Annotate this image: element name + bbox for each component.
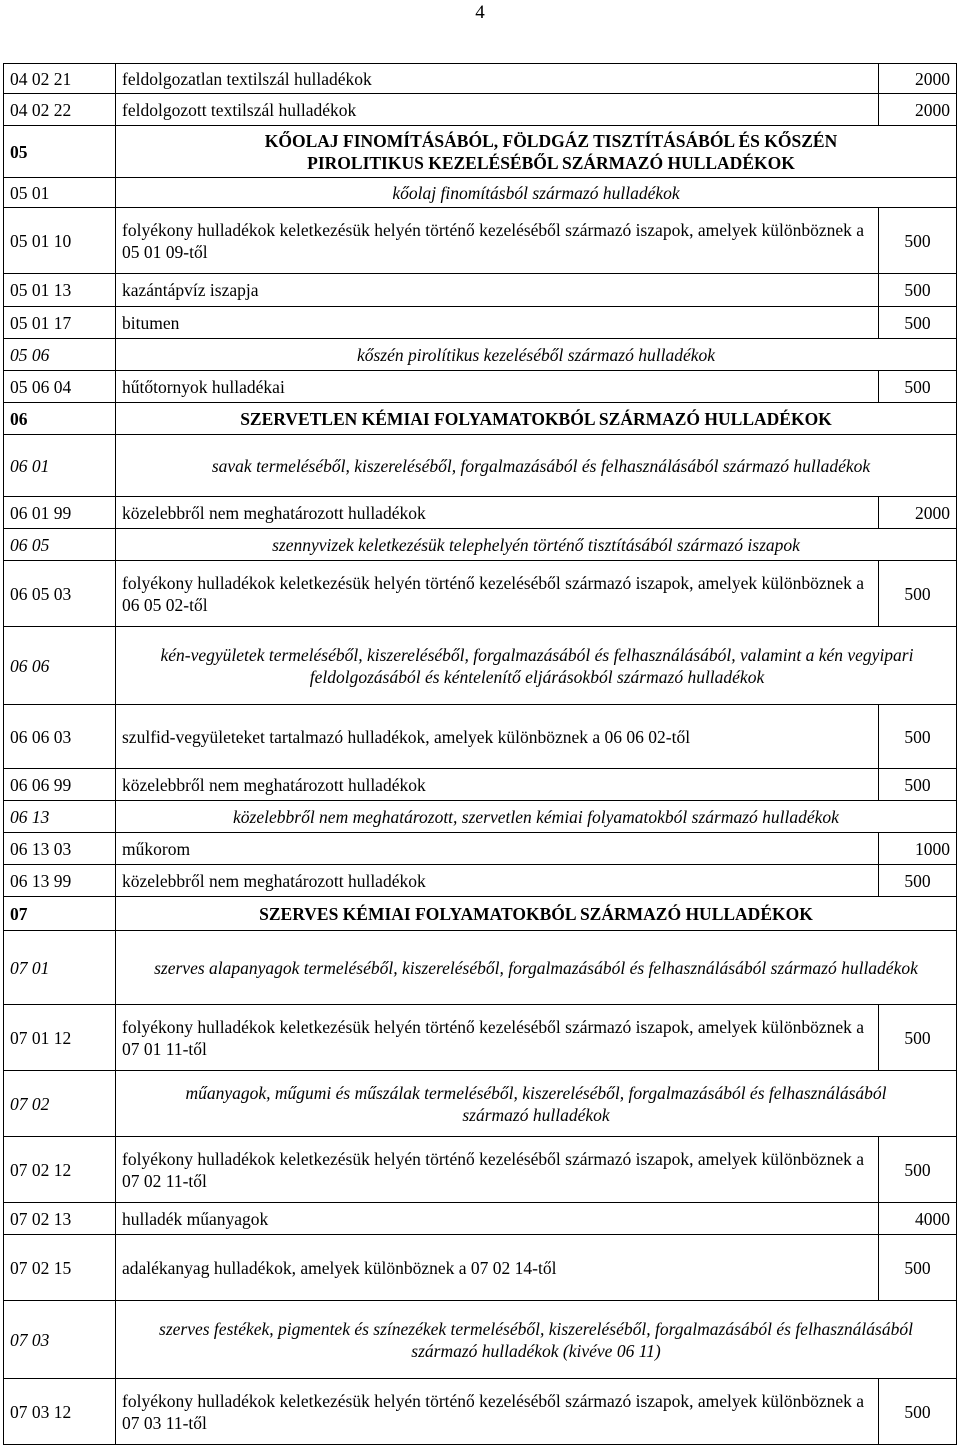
waste-description: hulladék műanyagok: [116, 1203, 879, 1235]
waste-amount: 2000: [879, 94, 957, 126]
waste-description: folyékony hulladékok keletkezésük helyén történő kezeléséből származó iszapok, amelyek különböznek a 06 05 02-től: [116, 561, 879, 627]
waste-amount: 4000: [879, 1203, 957, 1235]
waste-description: folyékony hulladékok keletkezésük helyén történő kezeléséből származó iszapok, amelyek különböznek a 07 03 11-től: [116, 1379, 879, 1445]
waste-sub-code: 06 06: [4, 627, 116, 705]
page-number: 4: [475, 2, 485, 23]
waste-code: 06 06 03: [4, 705, 116, 769]
waste-description: szulfid-vegyületeket tartalmazó hulladékok, amelyek különböznek a 06 06 02-től: [116, 705, 879, 769]
table-row: [4, 274, 957, 307]
table-row: [4, 497, 957, 529]
waste-main-heading: KŐOLAJ FINOMÍTÁSÁBÓL, FÖLDGÁZ TISZTÍTÁSÁBÓL ÉS KŐSZÉN PIROLITIKUS KEZELÉSÉBŐL SZÁRMAZÓ HULLADÉKOK: [116, 126, 957, 178]
waste-amount: 500: [879, 1235, 957, 1301]
table-row: [4, 64, 957, 94]
table-row: [4, 833, 957, 865]
table-row: [4, 94, 957, 126]
table-row: [4, 435, 957, 497]
waste-amount: 500: [879, 769, 957, 801]
table-row: [4, 529, 957, 561]
table-row: [4, 178, 957, 208]
waste-description: feldolgozott textilszál hulladékok: [116, 94, 879, 126]
waste-description: műkorom: [116, 833, 879, 865]
waste-amount: 2000: [879, 64, 957, 94]
waste-amount: 500: [879, 208, 957, 274]
waste-amount: 500: [879, 1379, 957, 1445]
table-row: [4, 1301, 957, 1379]
waste-code: 05 06 04: [4, 371, 116, 403]
waste-description: bitumen: [116, 307, 879, 339]
table-row: [4, 1071, 957, 1137]
table-row: [4, 931, 957, 1005]
waste-main-code: 05: [4, 126, 116, 178]
waste-code: 05 01 10: [4, 208, 116, 274]
waste-sub-heading: kőszén pirolítikus kezeléséből származó hulladékok: [116, 339, 957, 371]
waste-description: hűtőtornyok hulladékai: [116, 371, 879, 403]
waste-code: 06 01 99: [4, 497, 116, 529]
waste-description: feldolgozatlan textilszál hulladékok: [116, 64, 879, 94]
table-row: [4, 897, 957, 931]
waste-code: 05 01 17: [4, 307, 116, 339]
waste-sub-heading: szerves alapanyagok termeléséből, kiszereléséből, forgalmazásából és felhasználásából származó hulladékok: [116, 931, 957, 1005]
waste-description: adalékanyag hulladékok, amelyek különböznek a 07 02 14-től: [116, 1235, 879, 1301]
waste-description: folyékony hulladékok keletkezésük helyén történő kezeléséből származó iszapok, amelyek különböznek a 05 01 09-től: [116, 208, 879, 274]
waste-amount: 500: [879, 307, 957, 339]
waste-code: 05 01 13: [4, 274, 116, 307]
waste-sub-code: 05 06: [4, 339, 116, 371]
table-row: [4, 403, 957, 435]
waste-main-heading: SZERVES KÉMIAI FOLYAMATOKBÓL SZÁRMAZÓ HULLADÉKOK: [116, 897, 957, 931]
waste-description: közelebbről nem meghatározott hulladékok: [116, 769, 879, 801]
waste-code: 07 02 15: [4, 1235, 116, 1301]
waste-amount: 500: [879, 1137, 957, 1203]
waste-code: 06 13 03: [4, 833, 116, 865]
waste-amount: 500: [879, 1005, 957, 1071]
waste-description: folyékony hulladékok keletkezésük helyén történő kezeléséből származó iszapok, amelyek különböznek a 07 02 11-től: [116, 1137, 879, 1203]
waste-sub-heading: savak termeléséből, kiszereléséből, forgalmazásából és felhasználásából származó hulladékok: [116, 435, 957, 497]
waste-sub-code: 07 02: [4, 1071, 116, 1137]
table-row: [4, 371, 957, 403]
table-row: [4, 126, 957, 178]
table-row: [4, 307, 957, 339]
table-row: [4, 627, 957, 705]
table-row: [4, 1137, 957, 1203]
waste-sub-heading: műanyagok, műgumi és műszálak termeléséből, kiszereléséből, forgalmazásából és felhasználásából származó hulladékok: [116, 1071, 957, 1137]
waste-code: 07 02 12: [4, 1137, 116, 1203]
waste-main-code: 07: [4, 897, 116, 931]
table-row: [4, 1005, 957, 1071]
waste-main-code: 06: [4, 403, 116, 435]
table-row: [4, 208, 957, 274]
waste-main-heading: SZERVETLEN KÉMIAI FOLYAMATOKBÓL SZÁRMAZÓ HULLADÉKOK: [116, 403, 957, 435]
waste-sub-heading: kőolaj finomításból származó hulladékok: [116, 178, 957, 208]
table-row: [4, 1203, 957, 1235]
waste-code-table: [3, 63, 957, 1445]
table-row: [4, 561, 957, 627]
waste-amount: 500: [879, 705, 957, 769]
waste-amount: 1000: [879, 833, 957, 865]
waste-code: 04 02 22: [4, 94, 116, 126]
waste-code: 07 01 12: [4, 1005, 116, 1071]
waste-sub-code: 07 03: [4, 1301, 116, 1379]
waste-code: 07 03 12: [4, 1379, 116, 1445]
waste-amount: 2000: [879, 497, 957, 529]
waste-sub-code: 06 01: [4, 435, 116, 497]
waste-sub-heading: közelebbről nem meghatározott, szervetlen kémiai folyamatokból származó hulladékok: [116, 801, 957, 833]
table-row: [4, 705, 957, 769]
waste-sub-code: 06 05: [4, 529, 116, 561]
waste-code: 04 02 21: [4, 64, 116, 94]
waste-description: folyékony hulladékok keletkezésük helyén történő kezeléséből származó iszapok, amelyek különböznek a 07 01 11-től: [116, 1005, 879, 1071]
waste-amount: 500: [879, 274, 957, 307]
table-row: [4, 801, 957, 833]
waste-description: kazántápvíz iszapja: [116, 274, 879, 307]
table-row: [4, 865, 957, 897]
waste-description: közelebbről nem meghatározott hulladékok: [116, 497, 879, 529]
waste-description: közelebbről nem meghatározott hulladékok: [116, 865, 879, 897]
table-row: [4, 769, 957, 801]
waste-code: 06 06 99: [4, 769, 116, 801]
waste-amount: 500: [879, 865, 957, 897]
waste-sub-heading: szerves festékek, pigmentek és színezékek termeléséből, kiszereléséből, forgalmazásából és felhasználásából származó hulladékok (kivéve 06 11): [116, 1301, 957, 1379]
waste-sub-code: 06 13: [4, 801, 116, 833]
waste-amount: 500: [879, 561, 957, 627]
waste-code: 06 05 03: [4, 561, 116, 627]
waste-amount: 500: [879, 371, 957, 403]
waste-sub-code: 07 01: [4, 931, 116, 1005]
waste-sub-code: 05 01: [4, 178, 116, 208]
waste-code: 07 02 13: [4, 1203, 116, 1235]
table-row: [4, 1379, 957, 1445]
waste-code: 06 13 99: [4, 865, 116, 897]
waste-sub-heading: szennyvizek keletkezésük telephelyén történő tisztításából származó iszapok: [116, 529, 957, 561]
waste-sub-heading: kén-vegyületek termeléséből, kiszereléséből, forgalmazásából és felhasználásából, valamint a kén vegyipari feldolgozásából és kéntelenítő eljárásokból származó hulladékok: [116, 627, 957, 705]
table-row: [4, 339, 957, 371]
table-row: [4, 1235, 957, 1301]
